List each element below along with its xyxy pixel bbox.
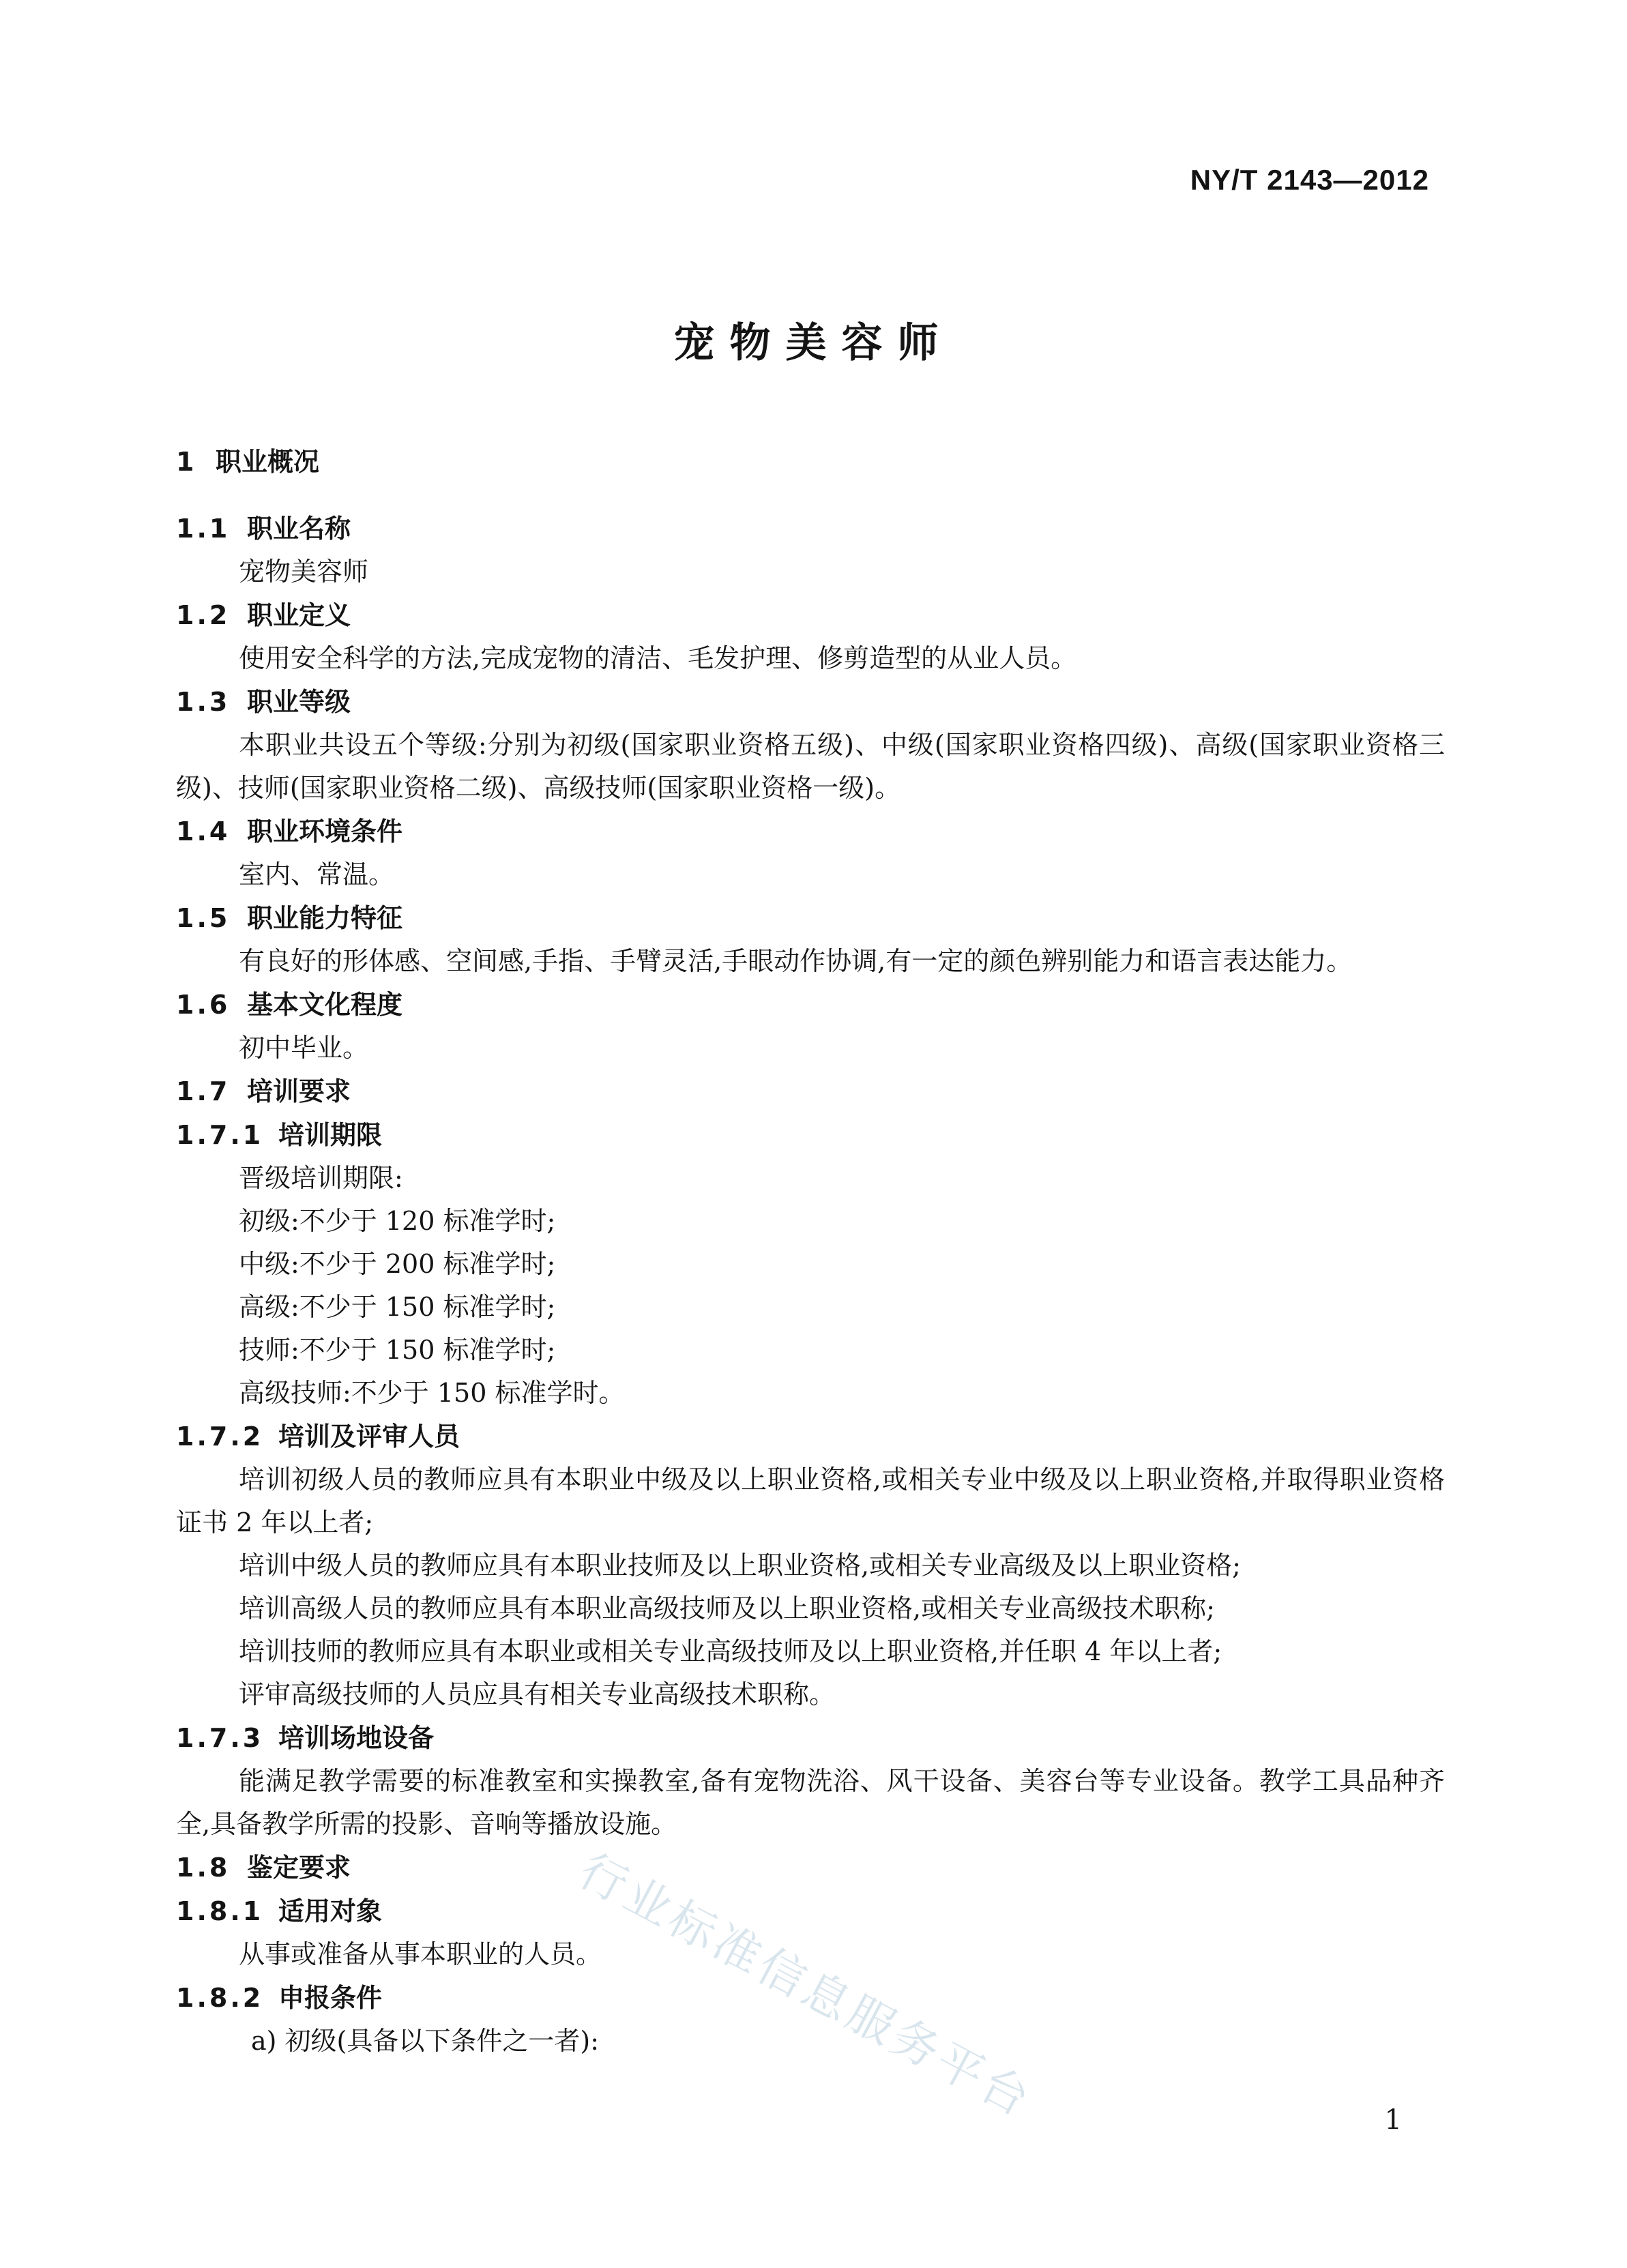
section-title: 培训场地设备 bbox=[278, 1723, 435, 1753]
paragraph: 培训初级人员的教师应具有本职业中级及以上职业资格,或相关专业中级及以上职业资格,并取得职业资格证书 2 年以上者; bbox=[176, 1464, 1445, 1537]
section-heading-1-1 bbox=[176, 507, 1445, 550]
paragraph: 从事或准备从事本职业的人员。 bbox=[239, 1939, 602, 1969]
section-number: 1.8.2 bbox=[176, 1983, 264, 2013]
section-title: 培训及评审人员 bbox=[278, 1422, 460, 1452]
section-title: 职业能力特征 bbox=[247, 903, 403, 933]
section-title: 职业等级 bbox=[247, 687, 351, 717]
section-heading-1-7-2 bbox=[176, 1415, 1445, 1458]
list-item-a: a) 初级(具备以下条件之一者): bbox=[251, 2026, 600, 2056]
paragraph-line: 培训中级人员的教师应具有本职业技师及以上职业资格,或相关专业高级及以上职业资格; bbox=[239, 1550, 1241, 1580]
paragraph-line: 培训高级人员的教师应具有本职业高级技师及以上职业资格,或相关专业高级技术职称; bbox=[239, 1593, 1215, 1623]
paragraph-line: 晋级培训期限: bbox=[239, 1163, 403, 1193]
section-title: 基本文化程度 bbox=[247, 990, 403, 1020]
section-title: 职业名称 bbox=[247, 514, 351, 544]
section-number: 1.1 bbox=[176, 514, 231, 544]
section-number: 1.7 bbox=[176, 1076, 231, 1106]
section-title: 适用对象 bbox=[278, 1896, 383, 1926]
section-heading-1-7 bbox=[176, 1070, 1445, 1113]
paragraph-line: 中级:不少于 200 标准学时; bbox=[239, 1249, 556, 1279]
section-title: 职业定义 bbox=[247, 600, 351, 630]
paragraph-line: 高级:不少于 150 标准学时; bbox=[239, 1292, 556, 1322]
section-title: 鉴定要求 bbox=[247, 1853, 351, 1883]
paragraph: 使用安全科学的方法,完成宠物的清洁、毛发护理、修剪造型的从业人员。 bbox=[239, 643, 1077, 673]
section-title: 申报条件 bbox=[278, 1983, 383, 2013]
section-heading-1-2 bbox=[176, 593, 1445, 637]
section-number: 1.2 bbox=[176, 600, 231, 630]
page-number: 1 bbox=[1384, 2104, 1402, 2136]
section-number: 1.7.1 bbox=[176, 1120, 264, 1150]
paragraph-line: 高级技师:不少于 150 标准学时。 bbox=[239, 1378, 625, 1408]
section-heading-1-8 bbox=[176, 1846, 1445, 1889]
paragraph: 宠物美容师 bbox=[239, 557, 369, 587]
section-number: 1.8 bbox=[176, 1853, 231, 1883]
section-number: 1.5 bbox=[176, 903, 231, 933]
section-number: 1.7.3 bbox=[176, 1723, 264, 1753]
section-title: 职业概况 bbox=[216, 447, 320, 477]
document-title: 宠物美容师 bbox=[673, 319, 954, 367]
section-number: 1 bbox=[176, 447, 197, 477]
section-heading-1-6 bbox=[176, 983, 1445, 1027]
section-heading-1-7-3 bbox=[176, 1716, 1445, 1760]
paragraph: 初中毕业。 bbox=[239, 1033, 369, 1063]
section-number: 1.4 bbox=[176, 816, 231, 846]
document-body bbox=[176, 440, 1445, 2063]
paragraph-line: 技师:不少于 150 标准学时; bbox=[239, 1335, 556, 1365]
section-heading-1-5 bbox=[176, 896, 1445, 940]
document-number: NY/T 2143—2012 bbox=[1190, 164, 1429, 196]
paragraph-line: 初级:不少于 120 标准学时; bbox=[239, 1206, 556, 1236]
section-title: 职业环境条件 bbox=[247, 816, 403, 846]
section-title: 培训要求 bbox=[247, 1076, 351, 1106]
section-number: 1.6 bbox=[176, 990, 231, 1020]
paragraph: 有良好的形体感、空间感,手指、手臂灵活,手眼动作协调,有一定的颜色辨别能力和语言表达能力。 bbox=[239, 946, 1353, 976]
watermark: 行业标准信息服务平台 bbox=[570, 1844, 1042, 2129]
section-heading-1-8-1 bbox=[176, 1889, 1445, 1933]
paragraph-line: 培训技师的教师应具有本职业或相关专业高级技师及以上职业资格,并任职 4 年以上者; bbox=[239, 1636, 1222, 1666]
section-number: 1.3 bbox=[176, 687, 231, 717]
section-heading-1 bbox=[176, 440, 1445, 484]
section-heading-1-7-1 bbox=[176, 1113, 1445, 1157]
section-title: 培训期限 bbox=[278, 1120, 383, 1150]
section-number: 1.8.1 bbox=[176, 1896, 264, 1926]
section-heading-1-4 bbox=[176, 810, 1445, 853]
paragraph: 本职业共设五个等级:分别为初级(国家职业资格五级)、中级(国家职业资格四级)、高级(国家职业资格三级)、技师(国家职业资格二级)、高级技师(国家职业资格一级)。 bbox=[176, 730, 1445, 803]
section-number: 1.7.2 bbox=[176, 1422, 264, 1452]
paragraph-line: 评审高级技师的人员应具有相关专业高级技术职称。 bbox=[239, 1679, 836, 1709]
paragraph: 室内、常温。 bbox=[239, 859, 395, 889]
paragraph: 能满足教学需要的标准教室和实操教室,备有宠物洗浴、风干设备、美容台等专业设备。教学工具品种齐全,具备教学所需的投影、音响等播放设施。 bbox=[176, 1766, 1445, 1839]
section-heading-1-3 bbox=[176, 680, 1445, 724]
